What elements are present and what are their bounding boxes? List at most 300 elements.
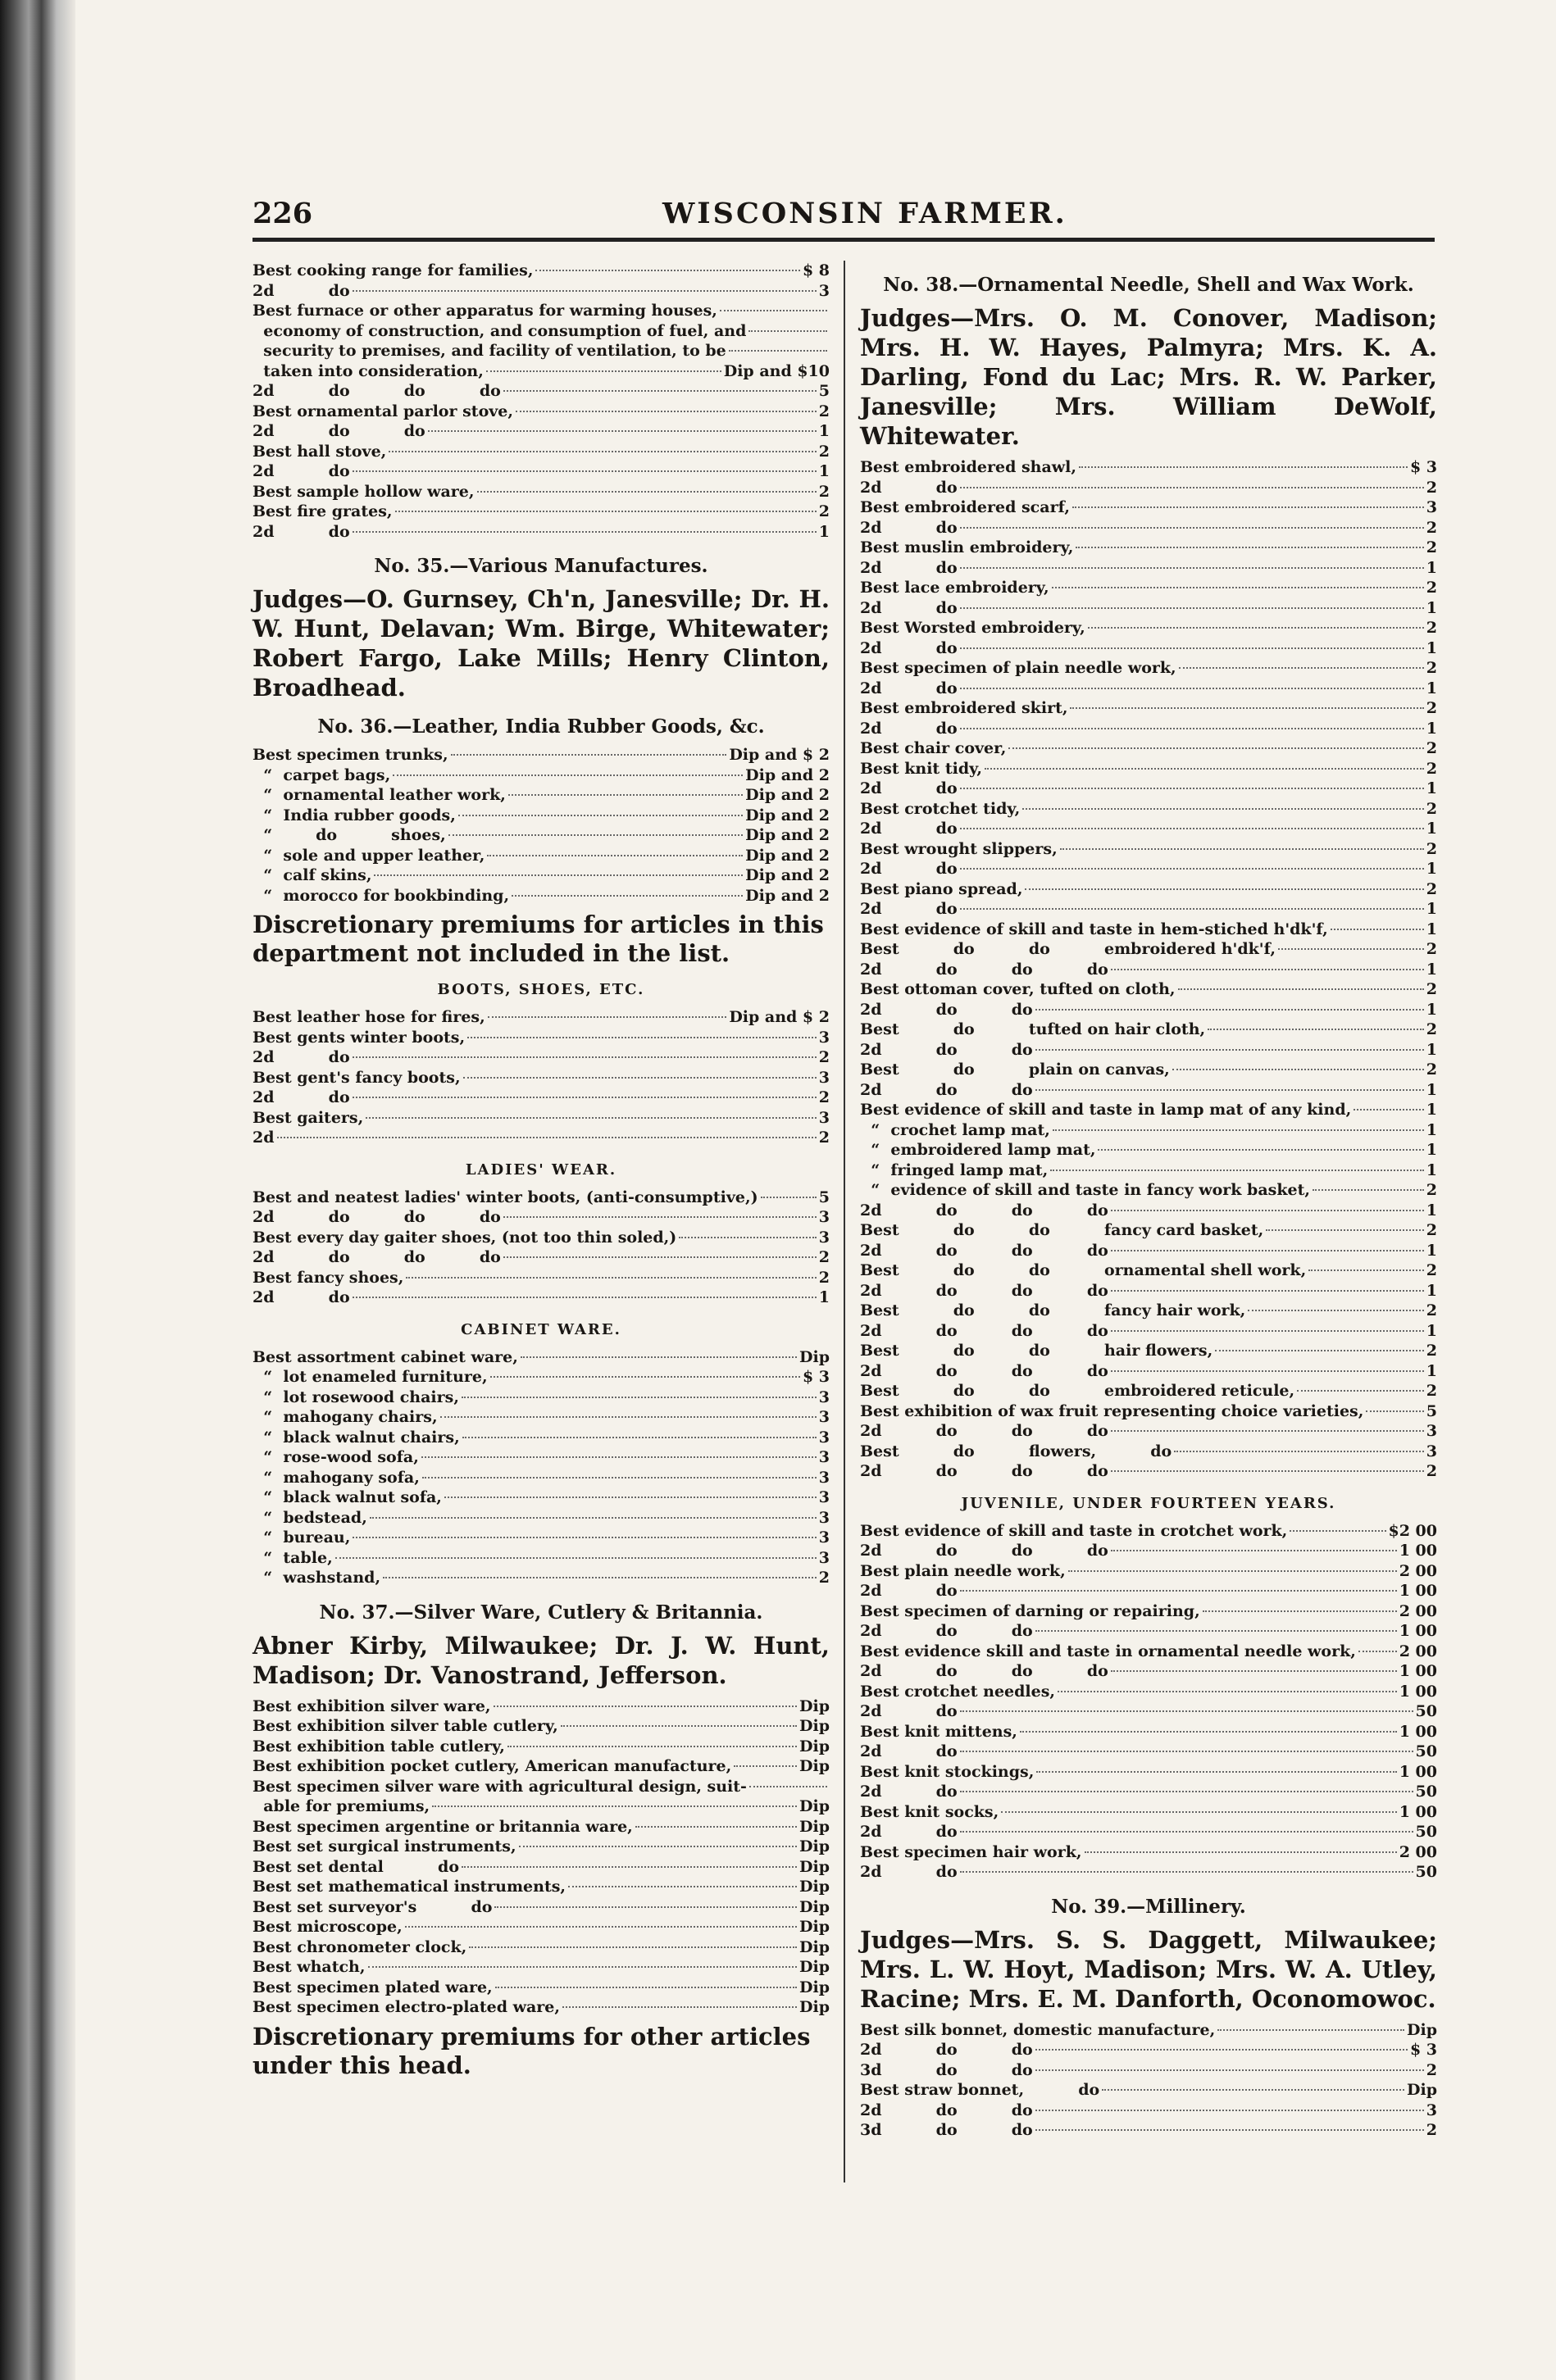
premium-label: “ fringed lamp mat, xyxy=(860,1160,1049,1179)
premium-label: Best embroidered skirt, xyxy=(860,699,1068,717)
leader-dots xyxy=(1111,1210,1424,1211)
leader-dots xyxy=(366,1117,817,1119)
premium-value: Dip and $10 xyxy=(723,361,830,380)
premium-label: “ do shoes, xyxy=(253,826,446,844)
premium-value: 1 00 xyxy=(1399,1722,1437,1741)
premium-row xyxy=(253,1756,830,1777)
premium-row xyxy=(860,960,1437,980)
premium-value: 2 xyxy=(1426,739,1437,757)
premium-value: 5 xyxy=(818,382,830,400)
premium-label: Best do tufted on hair cloth, xyxy=(860,1020,1206,1038)
premium-row xyxy=(253,381,830,402)
premium-value: 2 xyxy=(1426,518,1437,537)
premium-row xyxy=(860,1220,1437,1241)
premium-label: Best evidence of skill and taste in hem-stiched h'dk'f, xyxy=(860,920,1328,938)
premium-label: 2d do xyxy=(860,1863,958,1881)
premium-row xyxy=(860,920,1437,940)
premium-label: 2d do xyxy=(860,1702,958,1720)
premium-value: 1 00 xyxy=(1399,1682,1437,1701)
leader-dots xyxy=(1172,1069,1424,1070)
premium-label: “ mahogany chairs, xyxy=(253,1408,438,1426)
premium-label: Best set surveyor's do xyxy=(253,1897,493,1916)
leader-dots xyxy=(960,1751,1413,1752)
premium-label: “ evidence of skill and taste in fancy work basket, xyxy=(860,1181,1310,1199)
premium-value: 2 xyxy=(1426,1462,1437,1480)
premium-label: 3d do do xyxy=(860,2121,1033,2139)
leader-dots xyxy=(1308,1269,1424,1271)
premium-value: Dip xyxy=(799,1797,830,1815)
leader-dots xyxy=(1036,1771,1396,1773)
premium-row xyxy=(860,1822,1437,1842)
ladies-list xyxy=(253,1188,830,1308)
premium-value: 2 00 xyxy=(1399,1842,1437,1861)
premium-row xyxy=(860,1461,1437,1482)
premium-row xyxy=(253,1068,830,1088)
premium-value: 50 xyxy=(1415,1823,1437,1841)
premium-row xyxy=(253,1716,830,1737)
premium-row xyxy=(253,461,830,482)
premium-label: “ India rubber goods, xyxy=(253,806,456,824)
premium-value: 3 xyxy=(818,1208,830,1226)
premium-label: Best and neatest ladies' winter boots, (anti-consumptive,) xyxy=(253,1188,758,1206)
leader-dots xyxy=(1102,2089,1404,2091)
premium-row xyxy=(860,719,1437,739)
premium-label: Best every day gaiter shoes, (not too thin soled,) xyxy=(253,1228,677,1247)
premium-label: Best chronometer clock, xyxy=(253,1937,467,1956)
premium-label: Best evidence of skill and taste in lamp mat of any kind, xyxy=(860,1101,1352,1119)
premium-row xyxy=(860,1260,1437,1281)
premium-row xyxy=(253,806,830,826)
premium-label: Best hall stove, xyxy=(253,442,387,461)
leader-dots xyxy=(960,1871,1413,1873)
leader-dots xyxy=(1208,1029,1424,1030)
leader-dots xyxy=(405,1926,797,1928)
leader-dots xyxy=(368,1966,798,1968)
section-35-judges: Judges—O. Gurnsey, Ch'n, Janesville; Dr. H. W. Hunt, Delavan; Wm. Birge, Whitewater; Robert Fargo, Lake Mills; Henry Clinton, Broadhead. xyxy=(253,585,830,702)
header-rule xyxy=(253,238,1435,242)
premium-label: 2d do do xyxy=(860,1080,1033,1099)
premium-label: Best evidence of skill and taste in crotchet work, xyxy=(860,1521,1288,1540)
premium-label: 2d do xyxy=(860,1582,958,1600)
premium-value: 1 xyxy=(1426,1160,1437,1179)
leader-dots xyxy=(635,1826,797,1828)
premium-value: Dip xyxy=(799,1978,830,1996)
premium-value: 3 xyxy=(818,1028,830,1047)
premium-row xyxy=(860,538,1437,558)
premium-value: 50 xyxy=(1415,1702,1437,1720)
section-35-title: No. 35.—Various Manufactures. xyxy=(374,555,708,577)
premium-row xyxy=(860,1160,1437,1181)
premium-row xyxy=(253,1837,830,1857)
premium-row xyxy=(860,2020,1437,2041)
premium-label: economy of construction, and consumption of fuel, and xyxy=(253,321,747,340)
premium-label: 2d do xyxy=(860,638,958,657)
leader-dots xyxy=(1331,929,1424,930)
premium-label: 2d do do do xyxy=(860,1542,1108,1560)
leader-dots xyxy=(749,1786,827,1787)
premium-label: Best specimen electro-plated ware, xyxy=(253,1998,560,2016)
premium-label: Best do do embroidered h'dk'f, xyxy=(860,940,1276,958)
running-title: WISCONSIN FARMER. xyxy=(662,197,1067,230)
premium-label: 2d do do xyxy=(860,1040,1033,1059)
premium-row xyxy=(860,1301,1437,1321)
premium-label: 2d xyxy=(253,1129,275,1147)
premium-row xyxy=(860,979,1437,1000)
premium-row xyxy=(253,745,830,765)
leader-dots xyxy=(353,1537,816,1538)
premium-value: 2 xyxy=(1426,1181,1437,1199)
page-number: 226 xyxy=(253,197,313,230)
premium-value: 2 xyxy=(818,402,830,420)
boots-list xyxy=(253,1007,830,1148)
leader-dots xyxy=(507,1746,797,1747)
premium-row xyxy=(860,2060,1437,2081)
premium-label: 2d do do do xyxy=(860,1662,1108,1680)
premium-row xyxy=(860,1621,1437,1642)
leader-dots xyxy=(1088,627,1424,629)
leader-dots xyxy=(1079,466,1408,468)
premium-label: Best crotchet needles, xyxy=(860,1682,1056,1701)
premium-label: “ crochet lamp mat, xyxy=(860,1120,1050,1139)
premium-row xyxy=(860,1802,1437,1823)
premium-row xyxy=(860,1661,1437,1682)
premium-row xyxy=(253,402,830,422)
premium-label: Best chair cover, xyxy=(860,739,1007,757)
premium-row xyxy=(860,1381,1437,1401)
premium-value: 1 xyxy=(1426,1080,1437,1099)
premium-label: Best embroidered scarf, xyxy=(860,498,1070,516)
leader-dots xyxy=(1111,1370,1424,1372)
premium-value: 1 xyxy=(818,422,830,440)
premium-row xyxy=(860,1581,1437,1601)
premium-label: 2d do do do xyxy=(860,1241,1108,1260)
premium-row xyxy=(253,1508,830,1528)
stove-premium-list xyxy=(253,261,830,542)
ladies-subheading: LADIES' WEAR. xyxy=(465,1160,617,1179)
premium-value: 2 xyxy=(1426,839,1437,858)
leader-dots xyxy=(486,370,721,372)
premium-label: Best Worsted embroidery, xyxy=(860,619,1085,637)
premium-row xyxy=(253,1957,830,1978)
premium-label: 2d do do xyxy=(860,2041,1033,2059)
leader-dots xyxy=(960,1590,1397,1592)
premium-label: Best fire grates, xyxy=(253,502,393,520)
premium-value: Dip and 2 xyxy=(745,806,830,824)
premium-label: Best wrought slippers, xyxy=(860,839,1058,858)
premium-label: Best specimen trunks, xyxy=(253,746,448,764)
premium-row xyxy=(860,1842,1437,1863)
premium-row xyxy=(253,341,830,361)
premium-label: 2d do do do xyxy=(860,1462,1108,1480)
premium-row xyxy=(253,1857,830,1878)
leader-dots xyxy=(477,491,817,493)
leader-dots xyxy=(960,567,1424,569)
premium-value: 1 xyxy=(1426,1000,1437,1019)
leader-dots xyxy=(440,1416,817,1418)
leader-dots xyxy=(1022,808,1424,810)
leader-dots xyxy=(960,1831,1413,1833)
premium-label: “ rose-wood sofa, xyxy=(253,1448,419,1466)
leader-dots xyxy=(1111,1470,1424,1472)
premium-row xyxy=(860,518,1437,538)
premium-label: Best set surgical instruments, xyxy=(253,1837,516,1855)
premium-row xyxy=(253,261,830,281)
premium-label: “ sole and upper leather, xyxy=(253,846,485,865)
premium-label: 2d do xyxy=(860,1742,958,1760)
leader-dots xyxy=(960,868,1424,870)
leader-dots xyxy=(1035,1009,1424,1011)
premium-label: 2d do xyxy=(860,1783,958,1801)
premium-label: 2d do do xyxy=(860,1000,1033,1019)
premium-label: Best piano spread, xyxy=(860,879,1023,898)
premium-row xyxy=(253,785,830,806)
premium-row xyxy=(253,361,830,382)
premium-value: 1 xyxy=(818,462,830,480)
premium-label: Best specimen silver ware with agricultural design, suit- xyxy=(253,1777,747,1796)
leader-dots xyxy=(519,1846,797,1847)
premium-value: Dip xyxy=(799,1837,830,1855)
leader-dots xyxy=(1001,1811,1396,1813)
premium-row xyxy=(860,598,1437,619)
premium-value: $2 00 xyxy=(1388,1521,1437,1540)
premium-row xyxy=(860,698,1437,719)
premium-value: 1 xyxy=(1426,1040,1437,1059)
premium-label: “ black walnut chairs, xyxy=(253,1428,460,1447)
premium-value: 3 xyxy=(818,1108,830,1127)
premium-value: $ 3 xyxy=(802,1368,830,1386)
premium-value: Dip xyxy=(799,1897,830,1916)
premium-value: 1 00 xyxy=(1399,1762,1437,1781)
leader-dots xyxy=(1297,1390,1424,1392)
premium-value: 1 00 xyxy=(1399,1802,1437,1821)
premium-row xyxy=(253,1028,830,1048)
leader-dots xyxy=(1248,1310,1423,1311)
leader-dots xyxy=(490,1376,800,1378)
premium-row xyxy=(253,865,830,886)
premium-label: Best knit mittens, xyxy=(860,1722,1017,1741)
leader-dots xyxy=(421,1456,817,1458)
leader-dots xyxy=(1215,1350,1424,1351)
premium-row xyxy=(860,939,1437,960)
premium-label: Best muslin embroidery, xyxy=(860,538,1074,556)
premium-row xyxy=(253,502,830,522)
leader-dots xyxy=(448,834,743,836)
premium-value: 1 xyxy=(1426,1361,1437,1380)
leader-dots xyxy=(487,855,743,856)
premium-value: Dip and $ 2 xyxy=(729,1008,830,1026)
premium-value: 3 xyxy=(818,1228,830,1247)
leader-dots xyxy=(1068,1570,1397,1572)
leader-dots xyxy=(353,290,817,292)
premium-row xyxy=(860,879,1437,900)
premium-row xyxy=(860,1020,1437,1040)
premium-label: “ bureau, xyxy=(253,1528,351,1547)
premium-value: 1 xyxy=(1426,820,1437,838)
leader-dots xyxy=(1111,1430,1424,1432)
leader-dots xyxy=(960,527,1424,529)
premium-label: Best cooking range for families, xyxy=(253,261,534,279)
premium-value: 2 xyxy=(1426,940,1437,958)
premium-row xyxy=(860,779,1437,799)
premium-row xyxy=(860,497,1437,518)
premium-value: Dip and $ 2 xyxy=(729,746,830,764)
premium-value: 1 00 xyxy=(1399,1582,1437,1600)
premium-label: Best crotchet tidy, xyxy=(860,799,1021,818)
leader-dots xyxy=(353,531,817,533)
premium-row xyxy=(860,2120,1437,2141)
premium-label: 2d do do do xyxy=(860,1422,1108,1440)
premium-value: 3 xyxy=(818,1068,830,1087)
premium-value: $ 3 xyxy=(1409,2041,1437,2059)
premium-row xyxy=(860,899,1437,920)
premium-value: 1 xyxy=(1426,1120,1437,1139)
premium-value: 3 xyxy=(818,1448,830,1466)
premium-label: Best exhibition silver ware, xyxy=(253,1696,491,1715)
premium-label: Best do do hair flowers, xyxy=(860,1342,1213,1360)
premium-value: 2 00 xyxy=(1399,1642,1437,1660)
premium-value: 1 xyxy=(1426,679,1437,697)
premium-value: 2 xyxy=(1426,2060,1437,2079)
premium-value: Dip and 2 xyxy=(745,826,830,844)
premium-label: Best do do ornamental shell work, xyxy=(860,1261,1307,1279)
leader-dots xyxy=(432,1805,797,1807)
premium-row xyxy=(253,1978,830,1998)
premium-value: 1 xyxy=(1426,1281,1437,1300)
leader-dots xyxy=(1354,1109,1424,1111)
premium-label: 2d do do xyxy=(860,1622,1033,1640)
premium-label: Best exhibition of wax fruit representing choice varieties, xyxy=(860,1401,1364,1420)
premium-row xyxy=(860,578,1437,598)
premium-row xyxy=(253,1288,830,1308)
premium-row xyxy=(253,321,830,342)
premium-value: 50 xyxy=(1415,1783,1437,1801)
premium-row xyxy=(860,738,1437,759)
premium-label: “ table, xyxy=(253,1548,333,1567)
premium-row xyxy=(860,1341,1437,1361)
premium-label: “ bedstead, xyxy=(253,1508,367,1527)
leader-dots xyxy=(353,470,817,472)
leader-dots xyxy=(748,330,827,332)
premium-row xyxy=(860,1120,1437,1141)
premium-row xyxy=(860,759,1437,779)
leader-dots xyxy=(1179,667,1424,669)
leader-dots xyxy=(444,1497,817,1498)
leader-dots xyxy=(1035,1049,1424,1051)
leader-dots xyxy=(960,728,1424,729)
premium-row xyxy=(253,1228,830,1248)
premium-label: 2d do xyxy=(860,598,958,617)
leader-dots xyxy=(1217,2029,1404,2031)
premium-value: 1 xyxy=(1426,719,1437,738)
leader-dots xyxy=(1313,1189,1424,1191)
section-36-note: Discretionary premiums for articles in this department not included in the list. xyxy=(253,911,824,967)
premium-label: Best ornamental parlor stove, xyxy=(253,402,513,420)
premium-label: “ washstand, xyxy=(253,1569,381,1587)
premium-row xyxy=(860,1180,1437,1201)
premium-label: “ carpet bags, xyxy=(253,765,391,784)
premium-row xyxy=(860,2080,1437,2101)
premium-row xyxy=(860,1401,1437,1422)
premium-value: Dip xyxy=(799,1937,830,1956)
premium-value: 5 xyxy=(818,1188,830,1206)
premium-label: 2d do xyxy=(253,1048,350,1066)
premium-label: Best specimen argentine or britannia ware, xyxy=(253,1817,633,1836)
premium-value: 3 xyxy=(818,1548,830,1567)
leader-dots xyxy=(1070,707,1423,709)
premium-row xyxy=(860,457,1437,478)
leader-dots xyxy=(960,607,1424,609)
premium-value: 2 xyxy=(1426,659,1437,677)
premium-value: 2 xyxy=(818,1268,830,1287)
leader-dots xyxy=(960,487,1424,488)
premium-row xyxy=(253,1737,830,1757)
premium-row xyxy=(860,1241,1437,1261)
premium-value: 2 xyxy=(1426,1382,1437,1400)
premium-value: Dip xyxy=(799,1918,830,1936)
premium-value: 2 xyxy=(1426,759,1437,778)
premium-row xyxy=(253,1468,830,1488)
premium-row xyxy=(860,658,1437,679)
leader-dots xyxy=(503,1256,817,1258)
premium-row xyxy=(860,1080,1437,1101)
premium-value: 2 xyxy=(1426,579,1437,597)
premium-label: 2d do xyxy=(860,679,958,697)
premium-row xyxy=(253,1897,830,1918)
leader-dots xyxy=(960,908,1424,910)
premium-label: Best knit stockings, xyxy=(860,1762,1035,1781)
premium-row xyxy=(253,281,830,302)
premium-value: 3 xyxy=(818,1488,830,1506)
premium-value: 3 xyxy=(1426,1422,1437,1440)
premium-value: 2 xyxy=(818,1048,830,1066)
leader-dots xyxy=(960,647,1424,649)
leader-dots xyxy=(960,1710,1413,1712)
leader-dots xyxy=(422,1477,817,1478)
premium-value: 1 xyxy=(1426,779,1437,797)
premium-value: 1 xyxy=(1426,598,1437,617)
leader-dots xyxy=(1035,1630,1397,1632)
premium-row xyxy=(860,1281,1437,1301)
premium-row xyxy=(860,1521,1437,1542)
premium-value: 50 xyxy=(1415,1742,1437,1760)
premium-label: Best specimen of darning or repairing, xyxy=(860,1601,1200,1620)
premium-value: Dip xyxy=(799,1857,830,1876)
leader-dots xyxy=(720,310,827,311)
premium-value: 2 xyxy=(1426,478,1437,497)
leader-dots xyxy=(960,1791,1413,1792)
leader-dots xyxy=(960,688,1424,689)
premium-label: Best sample hollow ware, xyxy=(253,482,475,501)
premium-value: 2 xyxy=(1426,1301,1437,1319)
premium-value: Dip xyxy=(799,1998,830,2016)
leader-dots xyxy=(960,788,1424,789)
premium-row xyxy=(253,1188,830,1208)
premium-value: 2 xyxy=(818,1088,830,1106)
leader-dots xyxy=(1111,1330,1424,1332)
section-37-title: No. 37.—Silver Ware, Cutlery & Britannia. xyxy=(319,1601,763,1624)
premium-label: 2d do do do xyxy=(860,1361,1108,1380)
premium-row xyxy=(253,1388,830,1408)
leader-dots xyxy=(458,815,743,816)
premium-value: 2 xyxy=(1426,1261,1437,1279)
premium-row xyxy=(860,1321,1437,1342)
premium-row xyxy=(253,1528,830,1548)
leader-dots xyxy=(1035,1089,1424,1091)
leader-dots xyxy=(1020,1731,1397,1733)
premium-label: Best plain needle work, xyxy=(860,1561,1066,1580)
premium-row xyxy=(860,819,1437,839)
premium-row xyxy=(253,1007,830,1028)
